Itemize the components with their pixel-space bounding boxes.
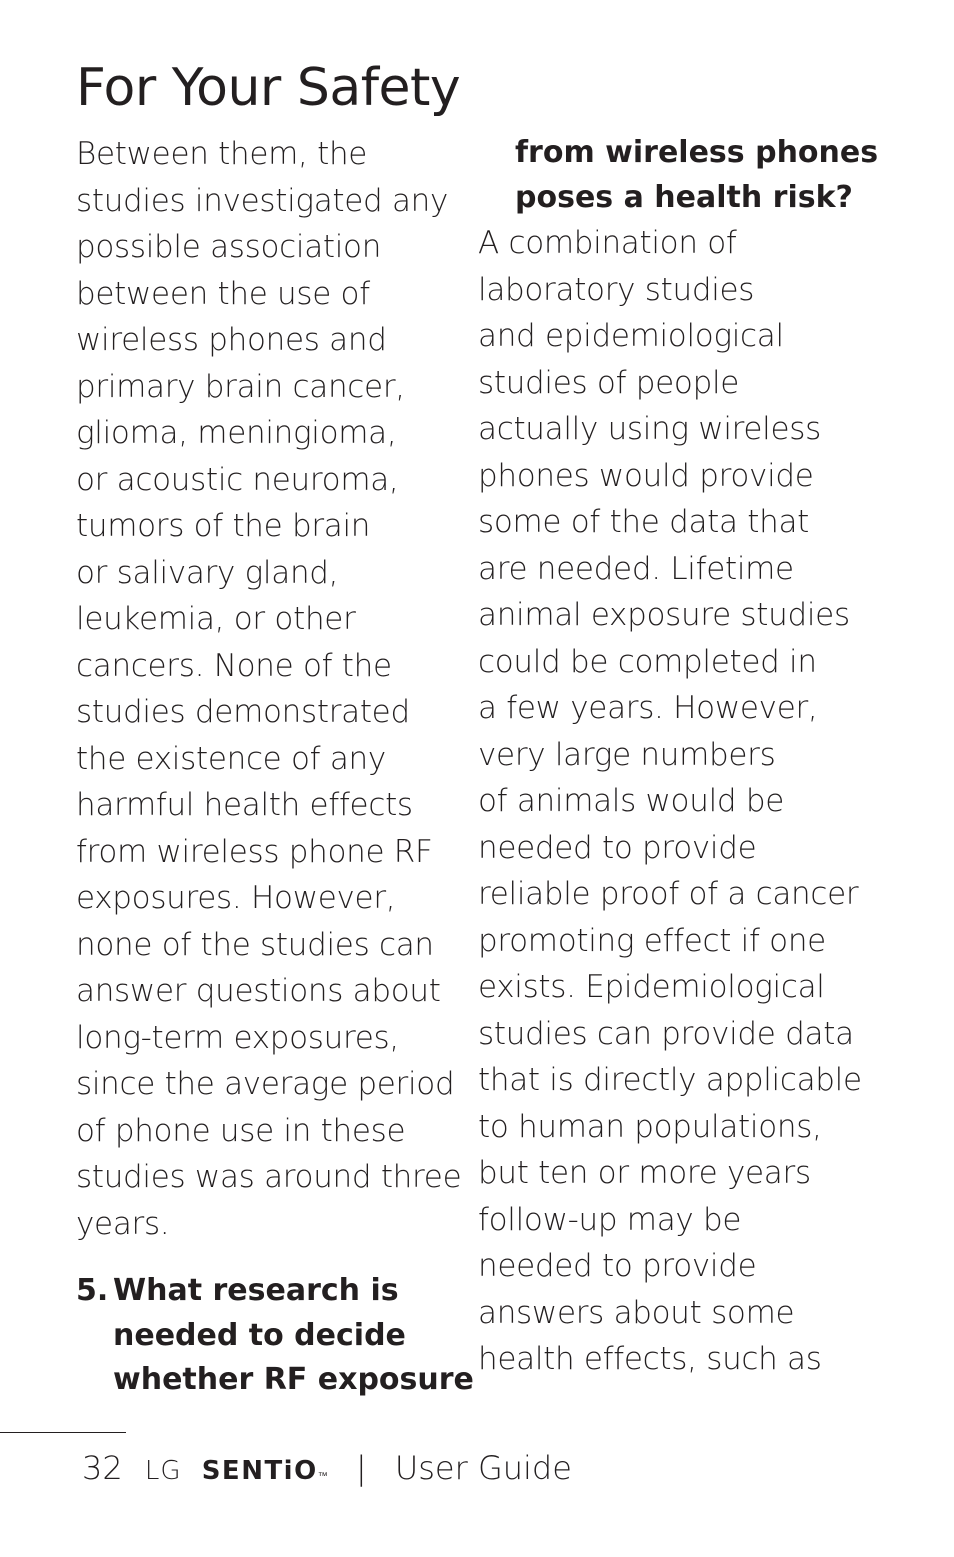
text-line: A combination of bbox=[478, 225, 737, 261]
text-line: reliable proof of a cancer bbox=[478, 876, 859, 912]
brand-model-name: SENTiO bbox=[201, 1456, 318, 1486]
user-guide-label: User Guide bbox=[394, 1449, 572, 1487]
text-line: needed to provide bbox=[478, 1248, 757, 1284]
text-line: What research is bbox=[113, 1273, 399, 1308]
text-line: actually using wireless bbox=[478, 411, 821, 447]
text-line: needed to provide bbox=[478, 829, 757, 866]
question-heading bbox=[76, 1269, 474, 1403]
text-line: studies investigated any bbox=[76, 182, 449, 219]
text-line: that is directly applicable bbox=[478, 1062, 862, 1098]
text-line: phones would provide bbox=[478, 457, 814, 494]
text-line: promoting effect if one bbox=[478, 922, 826, 959]
text-line: the existence of any bbox=[76, 740, 386, 777]
text-line: tumors of the brain bbox=[76, 508, 371, 544]
body-paragraph bbox=[76, 131, 462, 1247]
text-line: poses a health risk? bbox=[515, 179, 853, 215]
text-line: of phone use in these bbox=[76, 1112, 406, 1149]
text-line: could be completed in bbox=[478, 643, 817, 680]
text-line: from wireless phones bbox=[515, 135, 879, 170]
text-line: but ten or more years bbox=[478, 1155, 811, 1191]
right-column bbox=[478, 131, 878, 1383]
text-line: needed to decide bbox=[113, 1317, 406, 1353]
text-line: wireless phones and bbox=[76, 322, 387, 358]
text-line: studies was around three bbox=[76, 1159, 462, 1195]
text-line: primary brain cancer, bbox=[76, 368, 405, 405]
footer bbox=[82, 1444, 572, 1501]
text-line: and epidemiological bbox=[478, 318, 784, 354]
question-heading-continued bbox=[478, 131, 878, 220]
text-line: years. bbox=[76, 1205, 170, 1242]
text-line: health effects, such as bbox=[478, 1341, 822, 1377]
text-line: are needed. Lifetime bbox=[478, 550, 794, 587]
left-column bbox=[76, 131, 474, 1403]
trademark-symbol: ™ bbox=[317, 1471, 328, 1482]
text-line: of animals would be bbox=[478, 783, 784, 819]
text-line: answer questions about bbox=[76, 973, 441, 1009]
footer-separator: | bbox=[355, 1449, 367, 1487]
text-line: studies demonstrated bbox=[76, 694, 410, 730]
text-line: a few years. However, bbox=[478, 690, 818, 726]
page-number: 32 bbox=[82, 1449, 123, 1487]
text-line: studies can provide data bbox=[478, 1015, 854, 1052]
text-line: Between them, the bbox=[76, 136, 368, 172]
text-line: studies of people bbox=[478, 364, 740, 401]
text-line: very large numbers bbox=[478, 736, 776, 773]
text-line: none of the studies can bbox=[76, 926, 434, 963]
text-line: leukemia, or other bbox=[76, 601, 356, 637]
page-title: For Your Safety bbox=[76, 58, 461, 118]
text-line: follow-up may be bbox=[478, 1201, 742, 1238]
text-line: answers about some bbox=[478, 1294, 795, 1331]
question-number: 5. bbox=[76, 1273, 109, 1308]
text-line: exposures. However, bbox=[76, 880, 396, 916]
text-line: possible association bbox=[76, 229, 382, 265]
text-line: or acoustic neuroma, bbox=[76, 461, 399, 498]
text-line: animal exposure studies bbox=[478, 597, 850, 633]
body-paragraph bbox=[478, 220, 878, 1383]
footer-rule bbox=[0, 1432, 126, 1433]
text-line: some of the data that bbox=[478, 504, 810, 540]
text-line: or salivary gland, bbox=[76, 554, 339, 591]
text-line: from wireless phone RF bbox=[76, 833, 433, 870]
text-line: between the use of bbox=[76, 275, 370, 312]
text-line: whether RF exposure bbox=[113, 1362, 474, 1397]
text-line: since the average period bbox=[76, 1066, 455, 1102]
text-line: exists. Epidemiological bbox=[478, 969, 825, 1005]
text-line: harmful health effects bbox=[76, 787, 413, 823]
brand-logo-lg: LG bbox=[144, 1456, 182, 1486]
text-line: long-term exposures, bbox=[76, 1019, 399, 1056]
text-line: to human populations, bbox=[478, 1108, 822, 1145]
text-line: glioma, meningioma, bbox=[76, 415, 397, 451]
text-line: cancers. None of the bbox=[76, 647, 392, 684]
text-line: laboratory studies bbox=[478, 271, 755, 308]
